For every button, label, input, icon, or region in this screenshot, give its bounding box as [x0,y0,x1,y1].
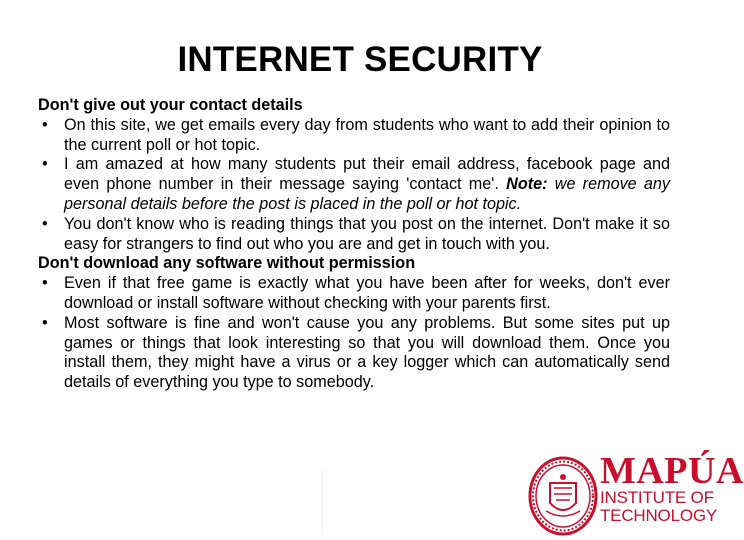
slide-content [38,96,670,393]
bullet-item [38,155,670,214]
bullet-item [38,215,670,255]
software-bullet-list [38,274,670,393]
seal-icon [528,455,598,537]
note-label: Note: [506,175,548,194]
bullet-text: I am amazed at how many students put their email address, facebook page and even phone number in their message saying 'contact me'. [64,155,670,194]
bullet-text: You don't know who is reading things that you post on the internet. Don't make it so easy for strangers to find out who you are and get in touch with you. [64,214,670,253]
slide-title: INTERNET SECURITY [177,40,543,79]
note-text: we remove any personal details before the post is placed in the poll or hot topic. [64,175,671,213]
contact-details-bullet-list [38,116,670,255]
mapua-logo [528,450,744,540]
bullet-text: On this site, we get emails every day from students who want to add their opinion to the current poll or hot topic. [64,115,670,154]
bullet-item [38,116,670,156]
logo-wordmark [600,450,744,525]
logo-line-institute: INSTITUTE OF [600,488,714,507]
bullet-text: Even if that free game is exactly what you have been after for weeks, don't ever download or install software without checking with your parents first. [64,274,670,312]
logo-line-technology: TECHNOLOGY [600,506,718,525]
bullet-item [38,274,670,314]
divider-line [322,470,323,534]
section-heading-contact-details: Don't give out your contact details [38,96,303,114]
logo-name: MAPÚA [600,450,744,492]
bullet-text: Most software is fine and won't cause you any problems. But some sites put up games or things that look interesting so that you will download them. Once you install them, they might have a virus or a key logger which can automatically send details of everything you type to somebody. [64,313,670,392]
bullet-item [38,314,670,393]
section-heading-software: Don't download any software without permission [38,254,416,273]
